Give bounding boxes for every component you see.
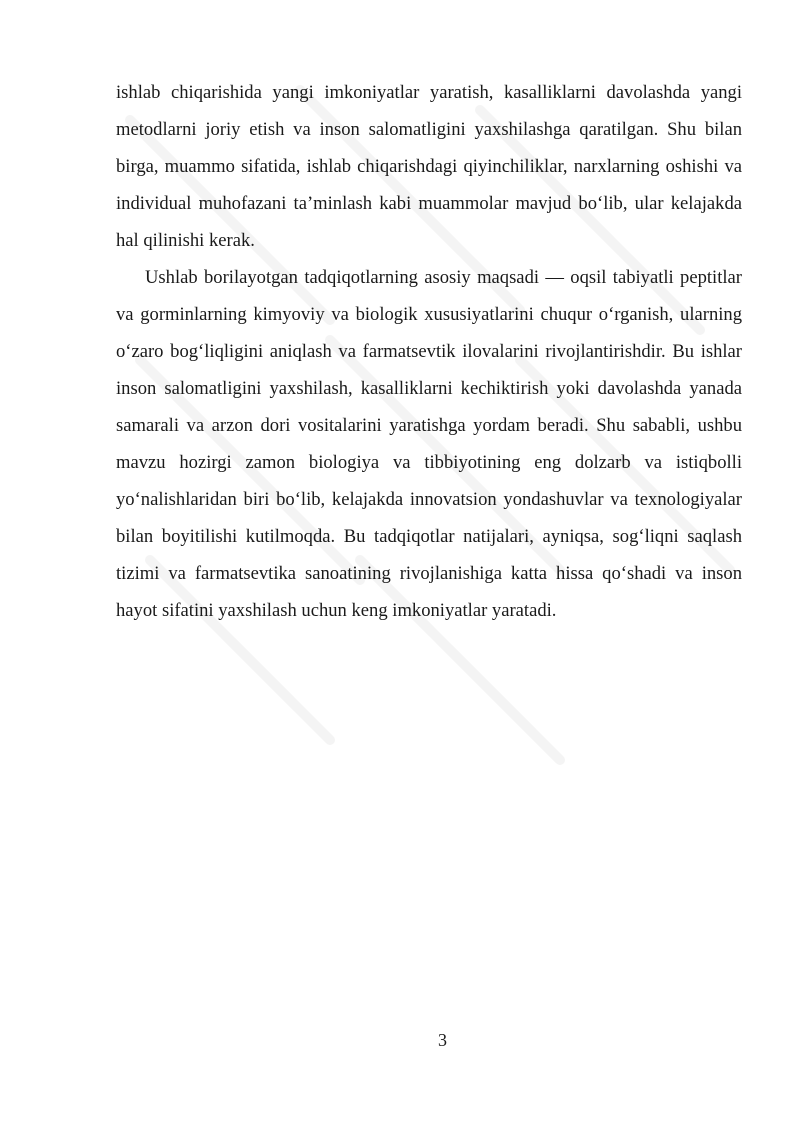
paragraph: ishlab chiqarishida yangi imkoniyatlar yaratish, kasalliklarni davolashda yangi metodlarni joriy etish va inson salomatligini yaxshilashga qaratilgan. Shu bilan birga, muammo sifatida, ishlab chiqarishdagi qiyinchiliklar, narxlarning oshishi va individual muhofazani ta’minlash kabi muammolar mavjud bo‘lib, ular kelajakda hal qilinishi kerak. [116,82,742,251]
body-text [116,74,742,629]
paragraph: Ushlab borilayotgan tadqiqotlarning asosiy maqsadi — oqsil tabiyatli peptitlar va gorminlarning kimyoviy va biologik xususiyatlarini chuqur o‘rganish, ularning o‘zaro bog‘liqligini aniqlash va farmatsevtik ilovalarini rivojlantirishdir. Bu ishlar inson salomatligini yaxshilash, kasalliklarni kechiktirish yoki davolashda yanada samarali va arzon dori vositalarini yaratishga yordam beradi. Shu sababli, ushbu mavzu hozirgi zamon biologiya va tibbiyotining eng dolzarb va istiqbolli yo‘nalishlaridan biri bo‘lib, kelajakda innovatsion yondashuvlar va texnologiyalar bilan boyitilishi kutilmoqda. Bu tadqiqotlar natijalari, ayniqsa, sog‘liqni saqlash tizimi va farmatsevtika sanoatining rivojlanishiga katta hissa qo‘shadi va inson hayot sifatini yaxshilash uchun keng imkoniyatlar yaratadi. [116,267,742,621]
page-number: 3 [438,1030,447,1050]
